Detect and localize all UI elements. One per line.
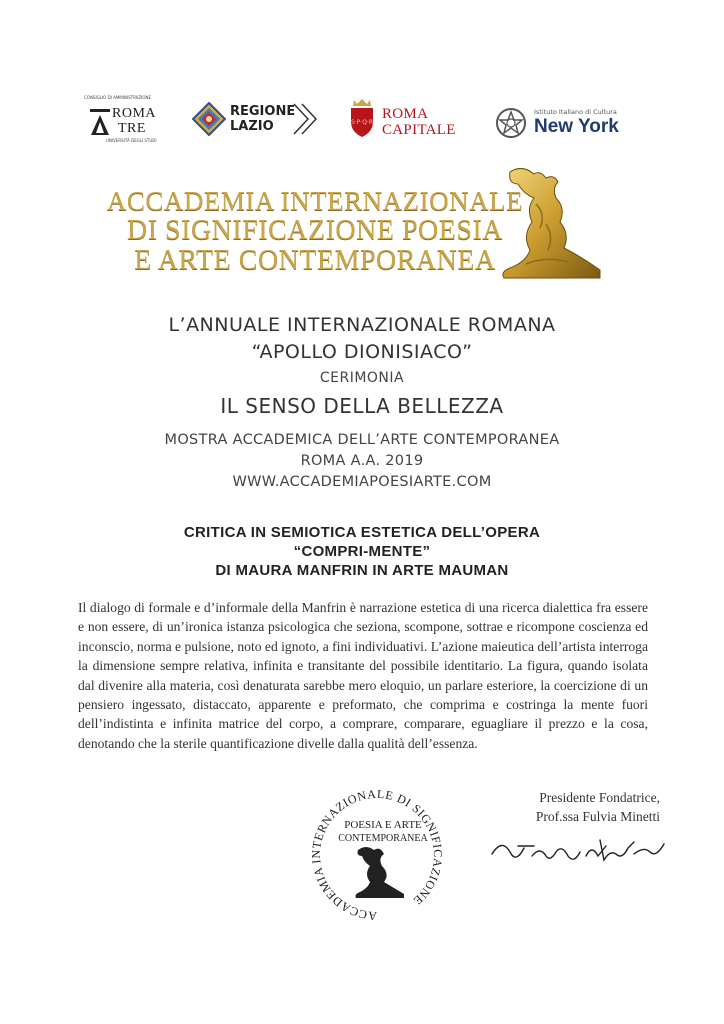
- event-theme: IL SENSO DELLA BELLEZZA: [220, 394, 504, 418]
- regione-lazio-line1: REGIONE: [230, 104, 296, 119]
- critique-body: Il dialogo di formale e d’informale della Manfrin è narrazione estetica di una ricerca dialettica fra essere e non essere, di un’ironica istanza psicologica che seziona, scompone, sottrae e ricompone coscienza ed inconscio, norma e pulsione, noto ed ignoto, a fini individuativi. L’azione maieutica dell’artista interroga la dimensione sempre relativa, infinita e transitante del possibile identitario. La figura, quando isolata dal divenire alla materia, così denaturata sarebbe mero eloquio, un parlare esteriore, la coercizione di un pensiero ingessato, distaccato, apparente e preformato, che comprima e costringa la mente fuori dell’indistinta e infinita matrice del corpo, a comprare, comparare, eguagliare il prezzo e la cosa, denotando che la sterile quantificazione divelle dalla qualità dell’essenza.: [78, 600, 648, 751]
- roma-capitale-line1: ROMA: [382, 106, 429, 122]
- critique-heading-2: “COMPRI-MENTE”: [293, 543, 431, 560]
- seal-inner-line1: POESIA E ARTE: [344, 819, 422, 831]
- academy-title: [100, 186, 530, 276]
- roma-tre-tiny-text: CONSIGLIO DI AMMINISTRAZIONE: [84, 95, 152, 100]
- roma-tre-name-line2: TRE: [118, 121, 146, 136]
- signer-role: Presidente Fondatrice,: [539, 790, 660, 805]
- event-place-year: ROMA A.A. 2019: [300, 453, 424, 469]
- critique-heading-1: CRITICA IN SEMIOTICA ESTETICA DELL’OPERA: [183, 524, 541, 541]
- istituto-cultura-logo: [494, 92, 644, 148]
- regione-lazio-emblem-icon: [192, 102, 226, 136]
- regione-lazio-arrow-icon: [292, 102, 318, 136]
- roma-tre-logo: [84, 92, 176, 148]
- roma-tre-subtitle: UNIVERSITÀ DEGLI STUDI: [106, 138, 157, 143]
- sponsor-logos: [84, 92, 644, 148]
- golden-statue-icon: [496, 164, 606, 284]
- roma-tre-name-line1: ROMA: [112, 106, 157, 121]
- academy-title-line3: E ARTE CONTEMPORANEA: [134, 245, 496, 276]
- event-name: “APOLLO DIONISIACO”: [251, 341, 473, 363]
- critique-heading-3: DI MAURA MANFRIN IN ARTE MAUMAN: [215, 562, 509, 579]
- svg-text:S·P·Q·R: S·P·Q·R: [350, 119, 374, 126]
- roma-tre-triangle-icon: [90, 109, 110, 135]
- italian-emblem-icon: [494, 106, 528, 140]
- event-ceremony: CERIMONIA: [319, 370, 405, 386]
- roma-capitale-shield-icon: [348, 98, 376, 138]
- roma-capitale-logo: [348, 92, 468, 148]
- event-website: WWW.ACCADEMIAPOESIARTE.COM: [232, 474, 492, 490]
- seal-inner-line2: CONTEMPORANEA: [338, 833, 428, 844]
- event-exhibition: MOSTRA ACCADEMICA DELL’ARTE CONTEMPORANEA: [164, 432, 560, 448]
- istituto-city: New York: [534, 116, 619, 137]
- signer-name: Prof.ssa Fulvia Minetti: [535, 809, 660, 824]
- event-annual: L’ANNUALE INTERNAZIONALE ROMANA: [168, 314, 556, 336]
- academy-title-line1: ACCADEMIA INTERNAZIONALE: [106, 186, 524, 216]
- academy-title-line2: DI SIGNIFICAZIONE POESIA: [127, 215, 503, 246]
- roma-capitale-line2: CAPITALE: [382, 122, 456, 138]
- regione-lazio-logo: [192, 92, 322, 148]
- seal-ring-text: ACCADEMIA INTERNAZIONALE DI SIGNIFICAZIONE: [308, 786, 446, 924]
- academy-seal-stamp: [306, 784, 448, 924]
- seal-statue-icon: [356, 847, 405, 898]
- regione-lazio-line2: LAZIO: [230, 119, 274, 134]
- istituto-tiny-text: Istituto Italiano di Cultura: [534, 108, 617, 116]
- handwritten-signature: [488, 826, 668, 870]
